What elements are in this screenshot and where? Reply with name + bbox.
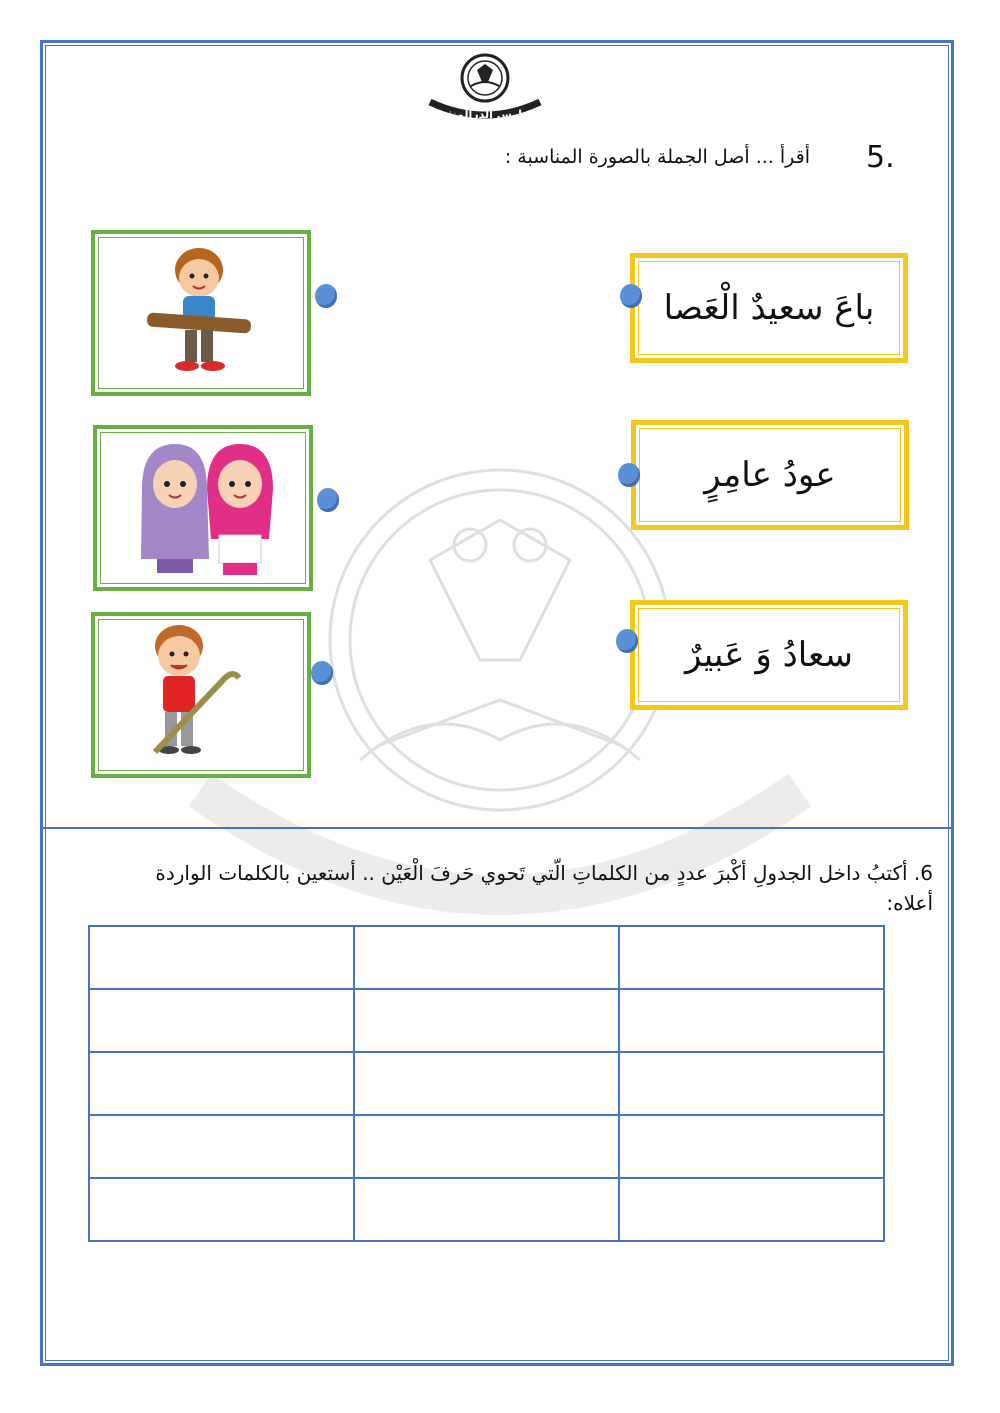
question-5-instruction: أقرأ ... أصل الجملة بالصورة المناسبة : — [504, 146, 810, 168]
answer-cell[interactable] — [89, 1052, 354, 1115]
table-row — [89, 989, 884, 1052]
answer-cell[interactable] — [89, 1178, 354, 1241]
sentence-box-3 — [630, 600, 908, 710]
picture-box-3 — [91, 612, 311, 778]
question-6-instruction: 6. أكتبُ داخل الجدولِ أكْبرَ عددٍ من الكلماتِ الّتي تَحوي حَرفَ الْعَيْن .. أستعين بالكلمات الواردة أعلاه: — [155, 861, 933, 915]
two-girls-hijab-icon — [97, 429, 309, 587]
answer-cell[interactable] — [354, 989, 619, 1052]
sentence-box-2 — [631, 420, 909, 530]
picture-box-1 — [91, 230, 311, 396]
answer-cell[interactable] — [619, 926, 884, 989]
answer-cell[interactable] — [89, 989, 354, 1052]
table-row — [89, 1178, 884, 1241]
table-row — [89, 926, 884, 989]
answer-cell[interactable] — [354, 1115, 619, 1178]
table-row — [89, 1115, 884, 1178]
sentence-box-1 — [630, 253, 908, 363]
answer-cell[interactable] — [354, 1178, 619, 1241]
school-logo — [425, 52, 545, 124]
picture-dot-1[interactable] — [315, 284, 337, 308]
answer-cell[interactable] — [89, 926, 354, 989]
table-row — [89, 1052, 884, 1115]
section-divider — [43, 827, 951, 829]
picture-box-2 — [93, 425, 313, 591]
svg-text:مدارس الدرالمنثور: مدارس الدرالمنثور — [434, 108, 536, 121]
answer-cell[interactable] — [619, 1052, 884, 1115]
answer-cell[interactable] — [89, 1115, 354, 1178]
boy-with-cane-icon — [95, 616, 307, 774]
sentence-text-3: سعادُ وَ عَبيرٌ — [685, 635, 853, 675]
sentence-dot-3[interactable] — [616, 629, 638, 653]
question-5-number: 5. — [866, 140, 895, 175]
sentence-text-2: عودُ عامِرٍ — [704, 455, 836, 495]
answer-table — [88, 925, 885, 1242]
sentence-text-1: باعَ سعيدٌ الْعَصا — [663, 288, 875, 328]
answer-cell[interactable] — [619, 1178, 884, 1241]
answer-cell[interactable] — [354, 1052, 619, 1115]
boy-holding-log-icon — [95, 234, 307, 392]
sentence-dot-1[interactable] — [620, 284, 642, 308]
picture-dot-2[interactable] — [317, 488, 339, 512]
sentence-dot-2[interactable] — [618, 463, 640, 487]
answer-cell[interactable] — [354, 926, 619, 989]
answer-cell[interactable] — [619, 989, 884, 1052]
answer-cell[interactable] — [619, 1115, 884, 1178]
picture-dot-3[interactable] — [311, 661, 333, 685]
